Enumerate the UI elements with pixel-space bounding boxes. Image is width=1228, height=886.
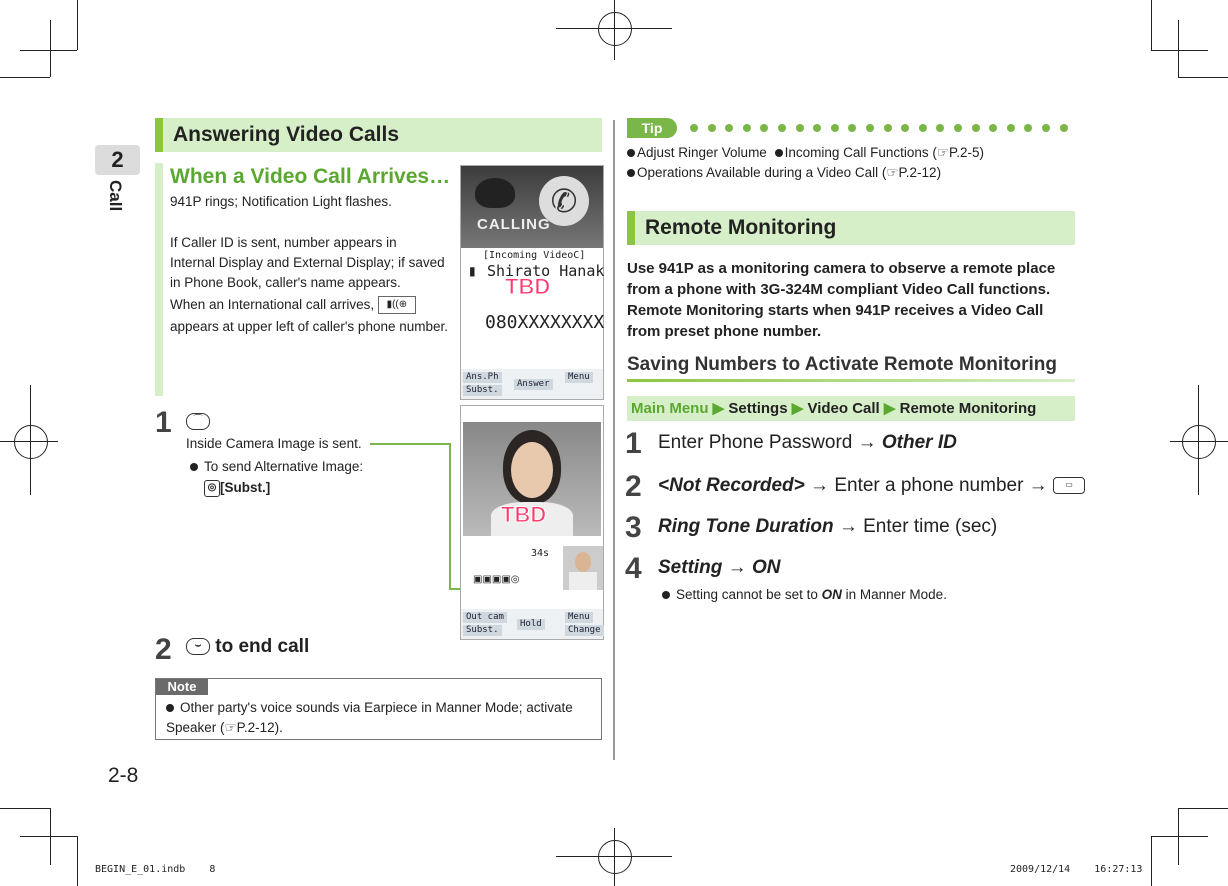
camera-key-icon: ◎ bbox=[204, 480, 220, 497]
crop-mark bbox=[1178, 77, 1228, 78]
menu-path-settings: Settings bbox=[728, 400, 788, 417]
tip-dot bbox=[919, 124, 927, 132]
crop-mark bbox=[50, 20, 51, 77]
step-3-b: Enter time (sec) bbox=[863, 516, 998, 537]
tip-line-1b: Incoming Call Functions ( bbox=[784, 145, 937, 160]
step-4-a: Setting bbox=[658, 557, 723, 578]
crop-mark bbox=[1151, 836, 1152, 886]
softkey-menu[interactable]: Menu bbox=[565, 372, 593, 383]
step-2-line: <Not Recorded> → Enter a phone number → ▭ bbox=[658, 475, 1085, 497]
tip-dots bbox=[690, 124, 1075, 132]
step-2-label: to end call bbox=[215, 636, 310, 657]
softkey-hold[interactable]: Hold bbox=[517, 619, 545, 630]
registration-mark bbox=[1182, 425, 1216, 459]
intl-text-2: appears at upper left of caller's phone number. bbox=[170, 319, 449, 334]
tip-dot bbox=[972, 124, 980, 132]
step-3-a: Ring Tone Duration bbox=[658, 516, 834, 537]
crop-mark bbox=[77, 0, 78, 50]
crop-mark bbox=[77, 836, 78, 886]
caller-name: Shirato Hanak bbox=[487, 262, 605, 280]
column-divider bbox=[613, 120, 615, 760]
step-4-note-a: Setting cannot be set to bbox=[676, 587, 818, 602]
softkey-subst[interactable]: Subst. bbox=[463, 625, 502, 636]
note-box bbox=[155, 678, 602, 740]
triangle-right-icon: ▶ bbox=[712, 400, 725, 417]
crop-mark bbox=[50, 808, 51, 865]
tbd-overlay: TBD bbox=[505, 274, 551, 299]
tip-line-1 bbox=[627, 143, 984, 163]
step-4-note bbox=[662, 585, 947, 605]
step-2-text bbox=[186, 636, 309, 658]
subsection-underline bbox=[627, 379, 1075, 382]
note-label: Note bbox=[156, 679, 208, 695]
step-1-line: Enter Phone Password → Other ID bbox=[658, 432, 957, 453]
clear-key-icon: ▭ bbox=[1053, 477, 1085, 494]
start-key-icon: ⌒ bbox=[186, 413, 210, 431]
incoming-label: [Incoming VideoC] bbox=[483, 250, 586, 261]
section-header bbox=[155, 118, 602, 152]
mobile-icon: ▮ bbox=[469, 264, 476, 278]
intl-icon: ▮((⊕ bbox=[378, 296, 416, 314]
phone-screen-videocall bbox=[460, 405, 604, 640]
caller-id-text: If Caller ID is sent, number appears in Internal Display and External Display; if saved in Phone Book, caller's name appears. bbox=[170, 235, 445, 290]
step-1-bullet bbox=[190, 457, 363, 477]
tip-dot bbox=[901, 124, 909, 132]
tip-dot bbox=[954, 124, 962, 132]
step-number: 1 bbox=[625, 427, 642, 460]
tip-dot bbox=[690, 124, 698, 132]
softkey-out-cam[interactable]: Out cam bbox=[463, 612, 507, 623]
subsection-title: Saving Numbers to Activate Remote Monitoring bbox=[627, 354, 1058, 375]
crop-mark bbox=[20, 50, 77, 51]
page-number: 2-8 bbox=[108, 764, 139, 787]
menu-path bbox=[627, 396, 1075, 421]
tip-dot bbox=[796, 124, 804, 132]
tip-dot bbox=[725, 124, 733, 132]
crop-mark bbox=[1178, 808, 1179, 865]
softkey-bar bbox=[461, 609, 603, 639]
step-1-b: Other ID bbox=[881, 432, 957, 453]
softkey-answer[interactable]: Answer bbox=[514, 379, 553, 390]
intl-text-1 bbox=[170, 295, 450, 315]
call-timer: 34s bbox=[531, 548, 550, 559]
menu-path-video-call: Video Call bbox=[807, 400, 880, 417]
softkey-subst[interactable]: Subst. bbox=[463, 385, 502, 396]
tip-dot bbox=[813, 124, 821, 132]
status-icons: ▣▣▣▣◎ bbox=[473, 574, 520, 585]
person-face bbox=[511, 442, 553, 498]
step-number: 2 bbox=[625, 470, 642, 503]
step-2-b: Enter a phone number bbox=[834, 475, 1024, 496]
footer-file: BEGIN_E_01.indb 8 bbox=[95, 864, 216, 875]
crop-mark bbox=[1151, 0, 1152, 50]
triangle-right-icon: ▶ bbox=[791, 400, 804, 417]
butterfly-icon bbox=[475, 178, 515, 208]
tip-dot bbox=[778, 124, 786, 132]
note-ref: P.2-12). bbox=[236, 720, 283, 735]
step-3-line: Ring Tone Duration → Enter time (sec) bbox=[658, 516, 998, 537]
chapter-number: 2 bbox=[95, 145, 140, 175]
tip-dot bbox=[848, 124, 856, 132]
step-2-number: 2 bbox=[155, 633, 172, 666]
step-number: 4 bbox=[625, 552, 642, 585]
tip-line-2-text: Operations Available during a Video Call ( bbox=[637, 165, 887, 180]
crop-mark bbox=[1178, 808, 1228, 809]
tip-label: Tip bbox=[627, 118, 677, 138]
step-1-a: Enter Phone Password bbox=[658, 432, 853, 453]
softkey-bar bbox=[461, 369, 603, 399]
tip-line-2 bbox=[627, 163, 941, 183]
tip-ref-2: P.2-12) bbox=[898, 165, 942, 180]
ref-hand-icon: ☞ bbox=[224, 720, 237, 735]
step-1-desc: Inside Camera Image is sent. bbox=[186, 436, 362, 451]
step-4-line: Setting → ON bbox=[658, 557, 781, 578]
ref-hand-icon: ☞ bbox=[886, 165, 899, 180]
tip-ref-1: P.2-5) bbox=[949, 145, 985, 160]
self-face bbox=[575, 552, 591, 572]
tip-dot bbox=[743, 124, 751, 132]
phone-handset-icon: ✆ bbox=[539, 176, 589, 226]
tip-dot bbox=[866, 124, 874, 132]
section-title: Answering Video Calls bbox=[173, 123, 400, 146]
ref-hand-icon: ☞ bbox=[936, 145, 950, 160]
tip-dot bbox=[884, 124, 892, 132]
section-title: Remote Monitoring bbox=[645, 216, 837, 239]
registration-mark bbox=[598, 840, 632, 874]
tbd-overlay: TBD bbox=[501, 502, 547, 527]
softkey-change[interactable]: Change bbox=[565, 625, 604, 636]
tip-dot bbox=[831, 124, 839, 132]
arrive-text: 941P rings; Notification Light flashes. bbox=[170, 194, 392, 209]
step-4-b: ON bbox=[751, 557, 781, 578]
intro-text: Use 941P as a monitoring camera to observe a remote place from a phone with 3G-324M compliant Video Call functions. Remote Monitoring starts when 941P receives a Video Call from preset phone number. bbox=[627, 260, 1056, 340]
crop-mark bbox=[1178, 20, 1179, 77]
chapter-label: Call bbox=[106, 180, 125, 212]
subsection-bar bbox=[155, 163, 163, 396]
tip-dot bbox=[760, 124, 768, 132]
section-header bbox=[627, 211, 1075, 245]
note-body: Other party's voice sounds via Earpiece in Manner Mode; activate Speaker ( bbox=[166, 700, 573, 735]
phone-screen-incoming bbox=[460, 165, 604, 400]
callout-line bbox=[449, 443, 451, 589]
calling-text: CALLING bbox=[477, 216, 551, 233]
registration-mark bbox=[14, 425, 48, 459]
crop-mark bbox=[1151, 50, 1208, 51]
subsection-title: When a Video Call Arrives… bbox=[170, 165, 451, 188]
triangle-right-icon: ▶ bbox=[883, 400, 896, 417]
step-4-note-b: in Manner Mode. bbox=[845, 587, 947, 602]
footer-date: 2009/12/14 16:27:13 bbox=[1010, 864, 1143, 875]
tip-dot bbox=[989, 124, 997, 132]
tip-dot bbox=[1024, 124, 1032, 132]
self-view-thumbnail bbox=[563, 546, 603, 590]
softkey-menu[interactable]: Menu bbox=[565, 612, 593, 623]
crop-mark bbox=[20, 836, 77, 837]
callout-line bbox=[370, 443, 450, 445]
tip-line-1a: Adjust Ringer Volume bbox=[637, 145, 767, 160]
crop-mark bbox=[1151, 836, 1208, 837]
softkey-ans-ph[interactable]: Ans.Ph bbox=[463, 372, 502, 383]
caller-number: 080XXXXXXXX bbox=[485, 312, 605, 333]
subst-label: [Subst.] bbox=[220, 480, 271, 495]
step-number: 3 bbox=[625, 511, 642, 544]
calling-banner bbox=[461, 166, 603, 248]
intl-text-1-label: When an International call arrives, bbox=[170, 297, 375, 312]
menu-path-remote-monitoring: Remote Monitoring bbox=[899, 400, 1037, 417]
self-shirt bbox=[569, 572, 597, 590]
tip-dot bbox=[1007, 124, 1015, 132]
tip-dot bbox=[708, 124, 716, 132]
step-2-a: <Not Recorded> bbox=[658, 475, 805, 496]
tip-dot bbox=[936, 124, 944, 132]
tip-dot bbox=[1042, 124, 1050, 132]
step-1-number: 1 bbox=[155, 406, 172, 439]
note-text bbox=[166, 698, 586, 738]
crop-mark bbox=[0, 77, 50, 78]
tip-dot bbox=[1060, 124, 1068, 132]
step-1-bullet-text: To send Alternative Image: bbox=[204, 459, 364, 474]
step-1-subst bbox=[204, 478, 270, 498]
menu-path-main-menu: Main Menu bbox=[631, 400, 709, 417]
end-key-icon: ⌣ bbox=[186, 638, 210, 655]
crop-mark bbox=[0, 808, 50, 809]
registration-mark bbox=[598, 12, 632, 46]
step-4-note-on: ON bbox=[821, 587, 842, 602]
